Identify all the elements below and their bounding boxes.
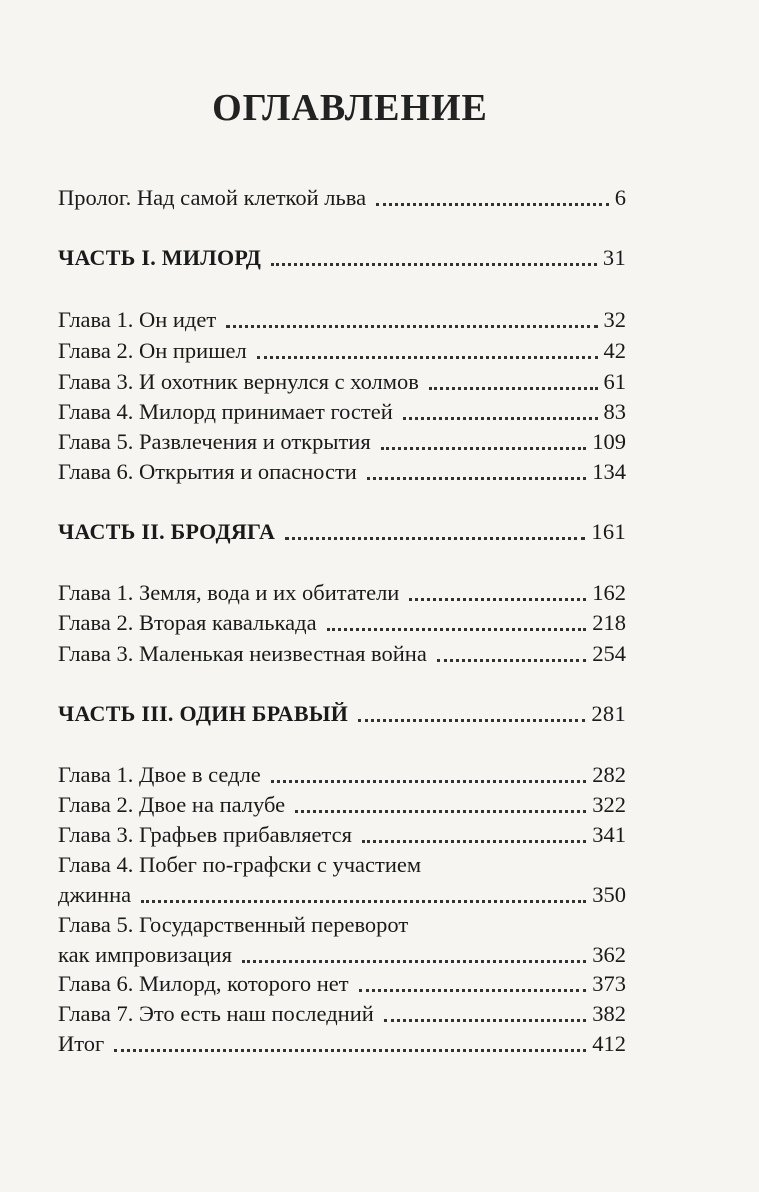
entry-page: 282	[592, 762, 626, 787]
toc-entry-chapter	[58, 306, 626, 334]
toc-entry-chapter	[58, 640, 626, 668]
entry-page: 61	[603, 369, 626, 394]
entry-label-line1: Глава 4. Побег по-графски с участием	[58, 852, 422, 877]
toc-entry-chapter	[58, 791, 626, 819]
part-label: ЧАСТЬ I. МИЛОРД	[58, 245, 262, 270]
entry-page: 362	[592, 942, 626, 967]
leader-dots	[226, 324, 597, 328]
entry-page: 412	[592, 1031, 626, 1056]
entry-page: 218	[592, 610, 626, 635]
toc-entry-chapter	[58, 821, 626, 849]
leader-dots	[327, 627, 587, 631]
leader-dots	[271, 262, 597, 266]
part-label: ЧАСТЬ II. БРОДЯГА	[58, 519, 276, 544]
leader-dots	[403, 416, 598, 420]
toc-entry-chapter	[58, 458, 626, 486]
leader-dots	[359, 988, 587, 992]
entry-label: Глава 1. Двое в седле	[58, 762, 261, 787]
entry-page: 83	[603, 399, 626, 424]
toc-entry-part2	[58, 518, 626, 546]
leader-dots	[271, 779, 586, 783]
leader-dots	[242, 959, 586, 963]
leader-dots	[285, 536, 585, 540]
entry-page: 254	[592, 641, 626, 666]
entry-label: Итог	[58, 1031, 105, 1056]
toc-entry-part3	[58, 700, 626, 728]
entry-label: Глава 2. Вторая кавалькада	[58, 610, 317, 635]
entry-page: 341	[592, 822, 626, 847]
leader-dots	[409, 597, 586, 601]
entry-label: Глава 3. Графьев прибавляется	[58, 822, 352, 847]
toc-entry-chapter	[58, 398, 626, 426]
entry-label: Пролог. Над самой клеткой льва	[58, 185, 367, 210]
entry-label: Глава 2. Он пришел	[58, 338, 247, 363]
leader-dots	[384, 1018, 586, 1022]
entry-page: 161	[591, 519, 626, 544]
leader-dots	[429, 386, 598, 390]
entry-label: как импровизация	[58, 942, 232, 967]
leader-dots	[367, 476, 586, 480]
entry-label: джинна	[58, 882, 132, 907]
entry-label-line1: Глава 5. Государственный переворот	[58, 912, 409, 937]
toc-entry-chapter	[58, 428, 626, 456]
leader-dots	[362, 839, 586, 843]
toc-entry-chapter	[58, 368, 626, 396]
leader-dots	[141, 899, 586, 903]
entry-label: Глава 1. Он идет	[58, 307, 217, 332]
entry-label: Глава 6. Открытия и опасности	[58, 459, 357, 484]
leader-dots	[376, 202, 609, 206]
toc-entry-prologue	[58, 184, 626, 212]
entry-page: 32	[603, 307, 626, 332]
entry-page: 350	[592, 882, 626, 907]
entry-label: Глава 3. Маленькая неизвестная война	[58, 641, 427, 666]
toc-entry-epilogue	[58, 1030, 626, 1058]
toc-entry-chapter	[58, 970, 626, 998]
toc-entry-chapter	[58, 1000, 626, 1028]
entry-page: 134	[592, 459, 626, 484]
toc-entry-chapter	[58, 579, 626, 607]
entry-page: 109	[592, 429, 626, 454]
leader-dots	[114, 1048, 586, 1052]
entry-page: 382	[592, 1001, 626, 1026]
entry-page: 31	[602, 245, 626, 270]
leader-dots	[295, 809, 586, 813]
entry-label: Глава 7. Это есть наш последний	[58, 1001, 374, 1026]
leader-dots	[381, 446, 587, 450]
part-label: ЧАСТЬ III. ОДИН БРАВЫЙ	[58, 701, 349, 726]
entry-page: 322	[592, 792, 626, 817]
leader-dots	[358, 718, 585, 722]
page-title: ОГЛАВЛЕНИЕ	[212, 87, 488, 129]
toc-entry-chapter	[58, 609, 626, 637]
toc-entry-chapter	[58, 337, 626, 365]
entry-label: Глава 3. И охотник вернулся с холмов	[58, 369, 419, 394]
entry-page: 373	[592, 971, 626, 996]
entry-page: 6	[614, 185, 626, 210]
entry-page: 281	[591, 701, 626, 726]
entry-label: Глава 6. Милорд, которого нет	[58, 971, 349, 996]
entry-label: Глава 1. Земля, вода и их обитатели	[58, 580, 400, 605]
entry-label: Глава 4. Милорд принимает гостей	[58, 399, 393, 424]
leader-dots	[257, 355, 598, 359]
toc-entry-chapter	[58, 761, 626, 789]
entry-page: 42	[603, 338, 626, 363]
leader-dots	[437, 658, 586, 662]
toc-entry-chapter	[58, 881, 626, 909]
entry-page: 162	[592, 580, 626, 605]
toc-entry-chapter	[58, 941, 626, 969]
entry-label: Глава 5. Развлечения и открытия	[58, 429, 371, 454]
entry-label: Глава 2. Двое на палубе	[58, 792, 286, 817]
toc-entry-part1	[58, 244, 626, 272]
